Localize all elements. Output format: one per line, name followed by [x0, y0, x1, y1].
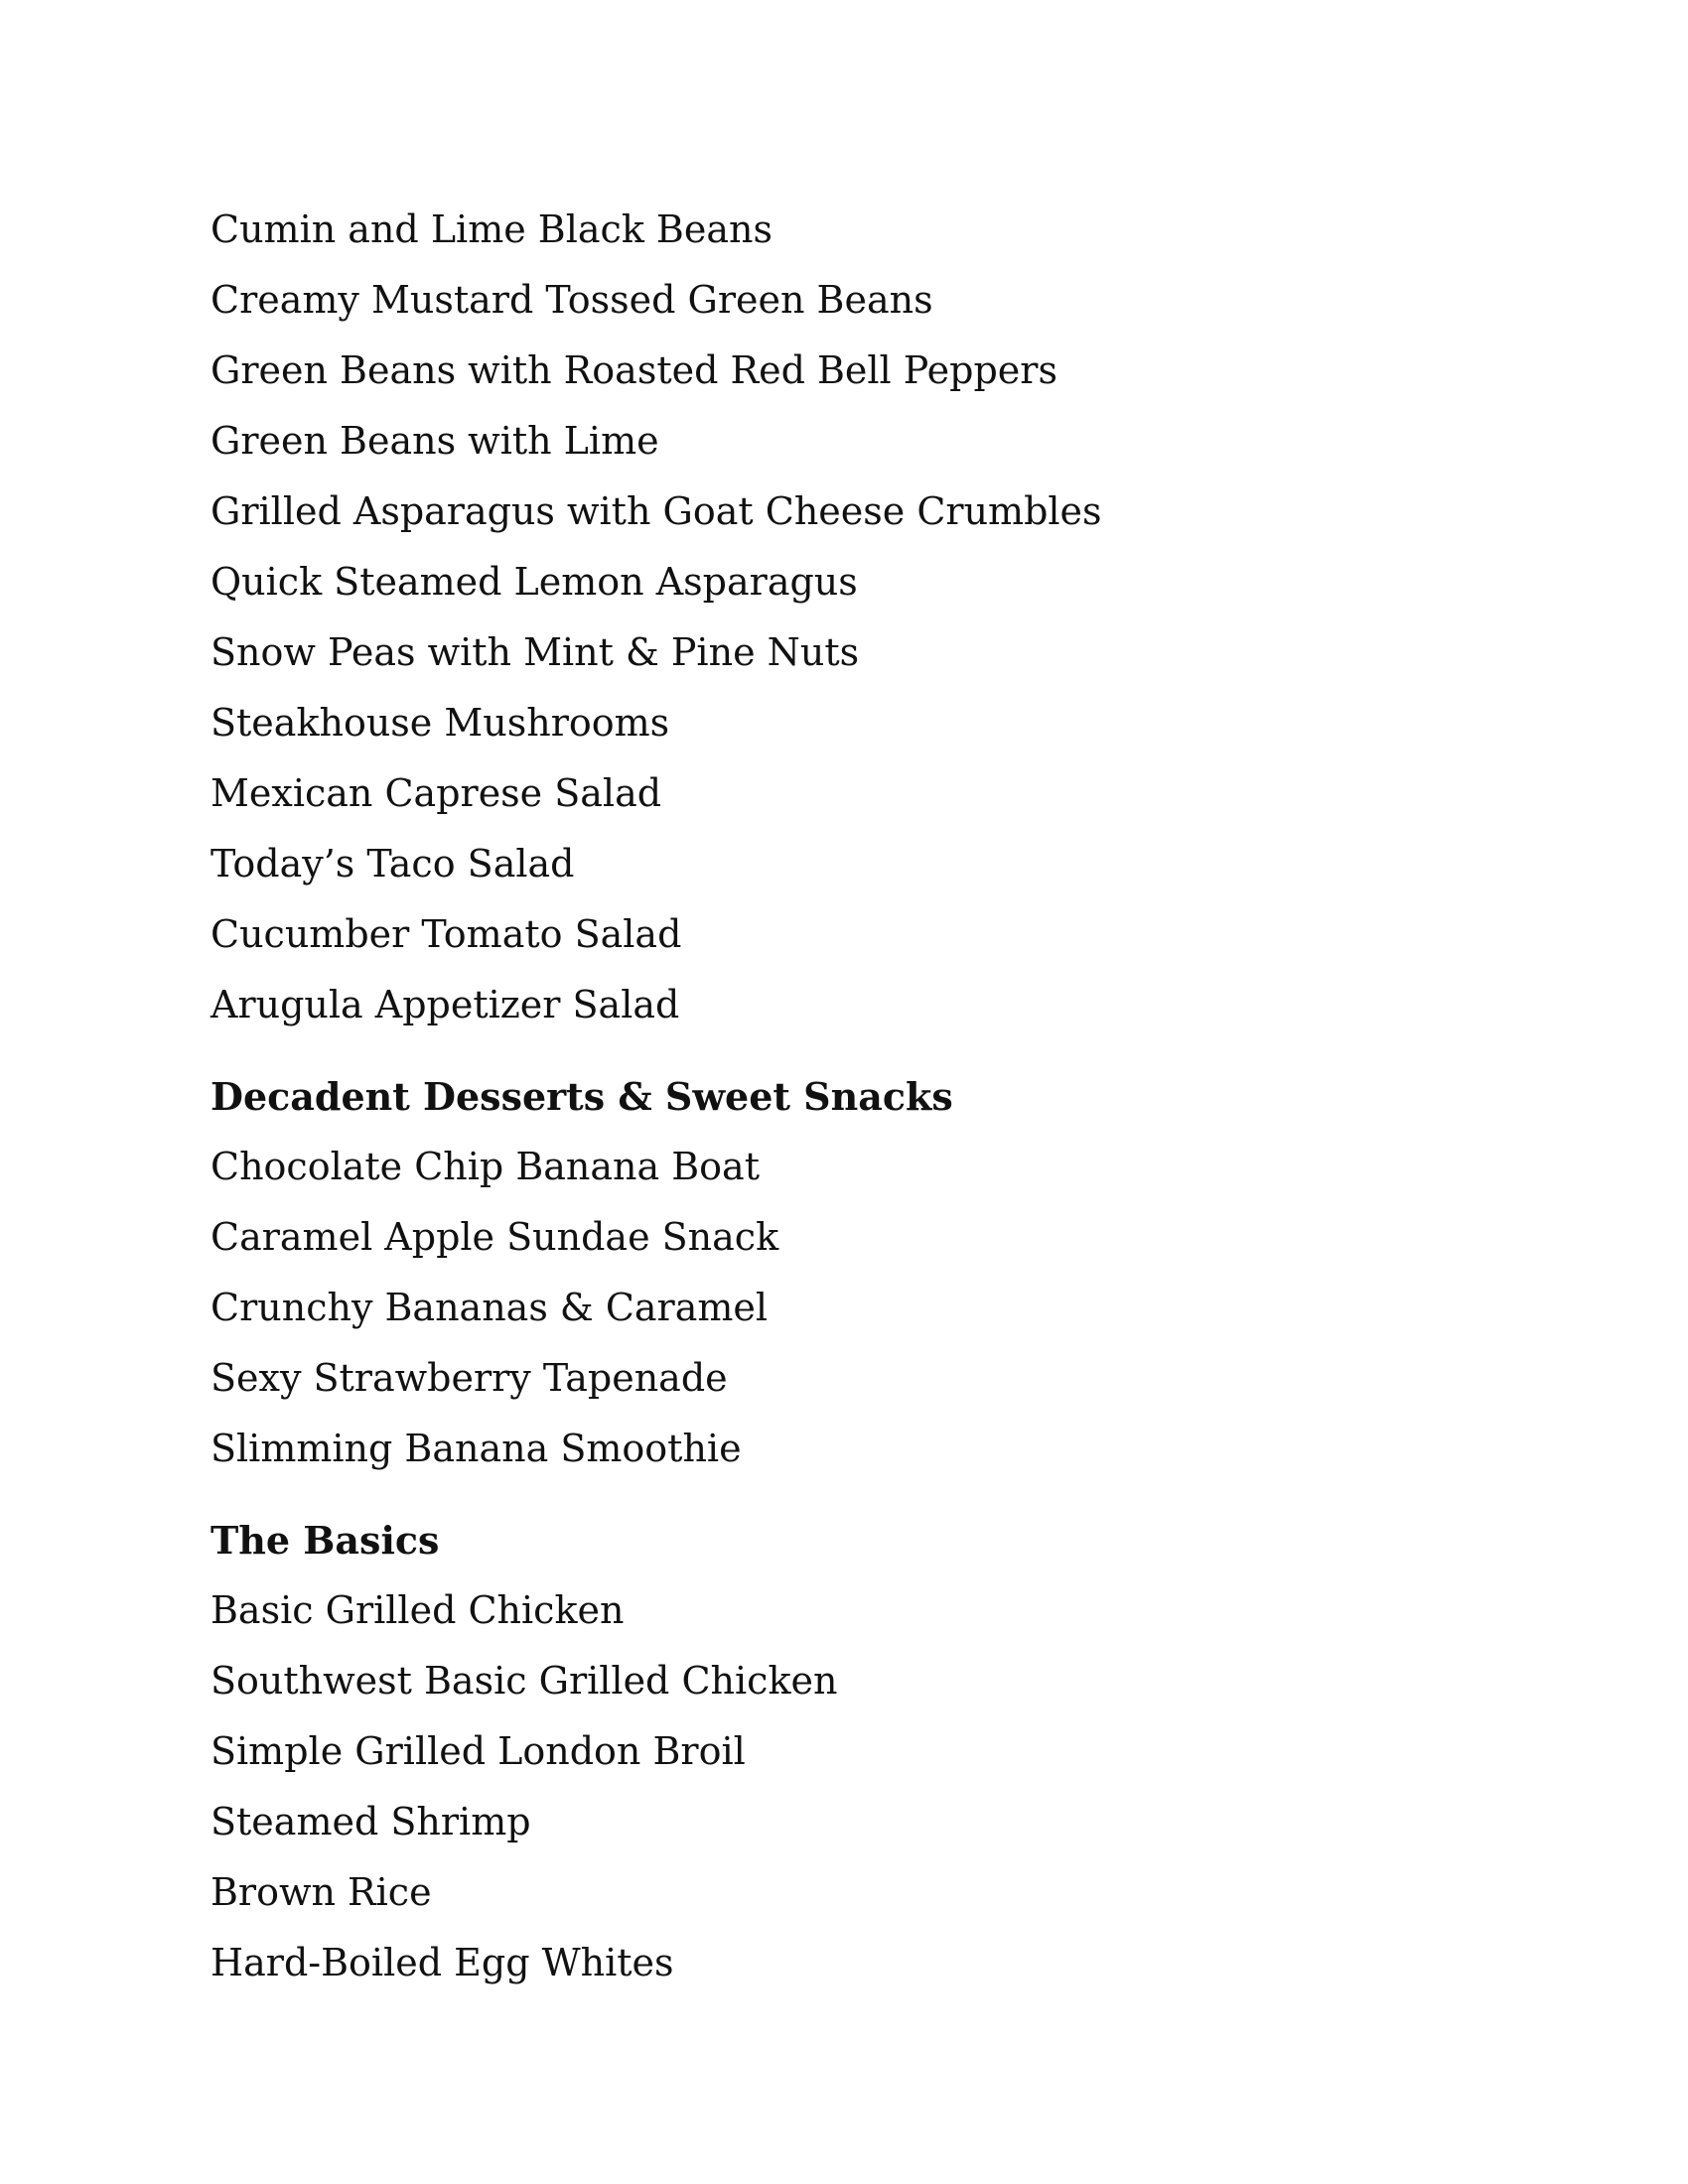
list-item: Steakhouse Mushrooms [211, 701, 670, 745]
list-item: Hard-Boiled Egg Whites [211, 1941, 674, 1984]
recipe-index-page [211, 195, 1501, 1998]
list-item: Mexican Caprese Salad [211, 771, 662, 815]
list-item: Today’s Taco Salad [211, 842, 575, 886]
list-item: Snow Peas with Mint & Pine Nuts [211, 630, 860, 674]
list-item: Simple Grilled London Broil [211, 1729, 746, 1773]
list-item: Arugula Appetizer Salad [211, 983, 680, 1026]
list-item: Cumin and Lime Black Beans [211, 207, 773, 251]
desserts-list [211, 1132, 1501, 1484]
list-item: Steamed Shrimp [211, 1800, 531, 1843]
list-item: Brown Rice [211, 1870, 432, 1914]
list-item: Creamy Mustard Tossed Green Beans [211, 278, 933, 322]
list-item: Quick Steamed Lemon Asparagus [211, 560, 858, 604]
list-item: Sexy Strawberry Tapenade [211, 1356, 728, 1400]
list-item: Southwest Basic Grilled Chicken [211, 1659, 838, 1703]
list-item: Chocolate Chip Banana Boat [211, 1145, 760, 1188]
section-heading-desserts: Decadent Desserts & Sweet Snacks [211, 1074, 953, 1119]
list-item: Green Beans with Roasted Red Bell Peppers [211, 348, 1057, 392]
list-item: Basic Grilled Chicken [211, 1588, 625, 1632]
list-item: Crunchy Bananas & Caramel [211, 1286, 769, 1329]
side-dishes-list [211, 195, 1501, 1040]
list-item: Slimming Banana Smoothie [211, 1427, 742, 1470]
basics-list [211, 1575, 1501, 1998]
section-heading-basics: The Basics [211, 1518, 440, 1563]
list-item: Caramel Apple Sundae Snack [211, 1215, 779, 1259]
list-item: Grilled Asparagus with Goat Cheese Crumbles [211, 489, 1102, 533]
list-item: Green Beans with Lime [211, 419, 659, 463]
list-item: Cucumber Tomato Salad [211, 912, 682, 956]
